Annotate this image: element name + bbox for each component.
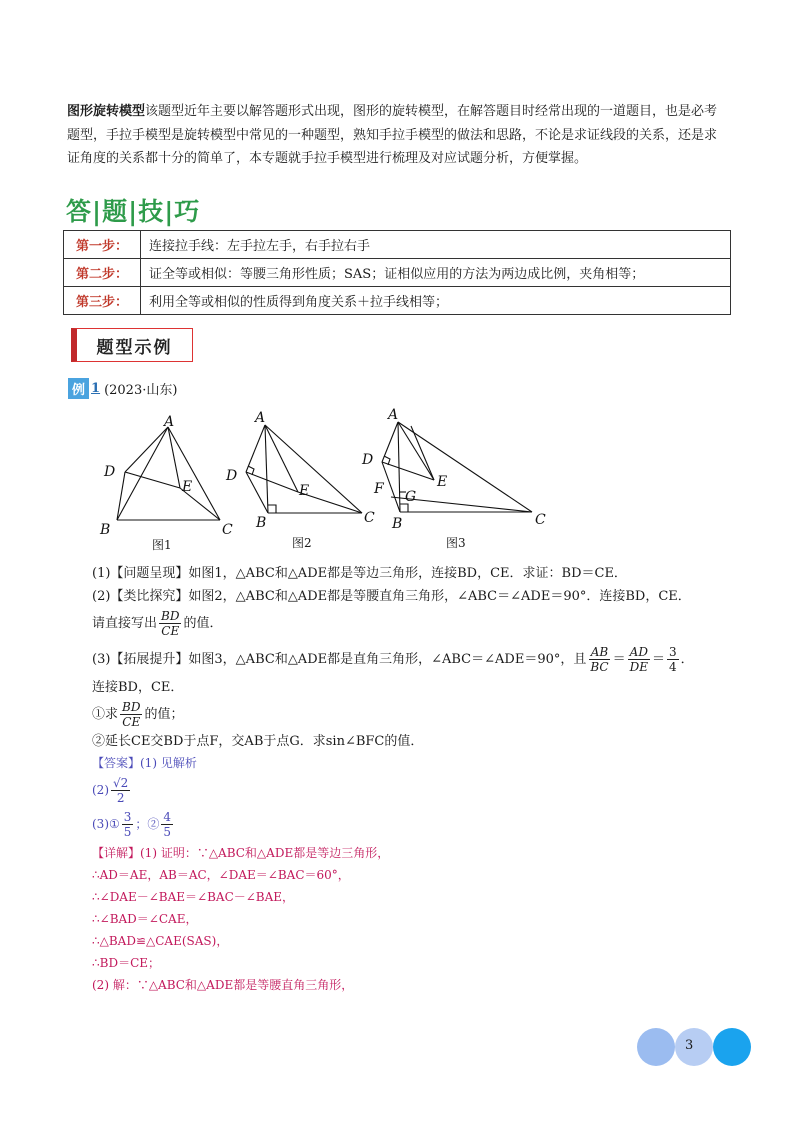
intro-text: 该题型近年主要以解答题形式出现，图形的旋转模型，在解答题目时经常出现的一道题目，也是必考题型，手拉手模型是旋转模型中常见的一种题型，熟知手拉手模型的做法和思路，不论是求证线段的关系，还是求证角度的关系都十分的简单了，本专题就手拉手模型进行梳理及对应试题分析，方便掌握。 [67, 104, 718, 166]
solution-line: ∴BD＝CE； [92, 956, 161, 970]
fraction-four-fifths [161, 810, 173, 839]
svg-text:G: G [405, 489, 417, 505]
fraction-ad-de [628, 645, 650, 674]
question-2: (2)【类比探究】如图2，△ABC和△ADE都是等腰直角三角形，∠ABC＝∠ADE＝90°．连接BD，CE． [92, 589, 691, 604]
table-row [64, 259, 731, 287]
fraction-bd-ce [159, 609, 181, 638]
fraction-denominator: 4 [669, 660, 677, 674]
svg-text:D: D [362, 452, 374, 468]
svg-text:D: D [104, 464, 116, 480]
step-text: 连接拉手线：左手拉左手，右手拉右手 [141, 231, 731, 259]
fraction-numerator: AB [590, 645, 609, 659]
fraction-numerator: √2 [113, 776, 129, 790]
question-1: (1)【问题呈现】如图1，△ABC和△ADE都是等边三角形，连接BD，CE．求证：BD＝CE． [92, 566, 627, 581]
svg-text:F: F [374, 481, 384, 497]
svg-text:D: D [226, 468, 238, 484]
intro-bold-lead: 图形旋转模型 [67, 104, 146, 119]
fraction-ab-bc [588, 645, 610, 674]
answer-1: 【答案】(1) 见解析 [92, 756, 197, 770]
step-text: 利用全等或相似的性质得到角度关系＋拉手线相等； [141, 287, 731, 315]
table-row [64, 287, 731, 315]
svg-text:C: C [222, 522, 233, 538]
svg-text:A: A [164, 414, 175, 430]
svg-text:C: C [535, 512, 546, 528]
fraction-numerator: 4 [163, 810, 172, 824]
question-3c-pre: ①求 [92, 707, 119, 722]
svg-text:C: C [364, 510, 375, 526]
solution-line: 【详解】(1) 证明：∵△ABC和△ADE都是等边三角形， [92, 846, 390, 860]
badge-circle-light [637, 1028, 675, 1066]
figure-2 [246, 425, 362, 513]
solution-line: ∴△BAD≌△CAE(SAS)， [92, 934, 229, 948]
fraction-bd-ce [120, 700, 142, 729]
fraction-numerator: BD [122, 700, 141, 714]
table-row [64, 231, 731, 259]
svg-text:A: A [255, 410, 266, 426]
svg-text:E: E [299, 483, 310, 499]
page-badge [637, 1028, 751, 1066]
fraction-denominator: 5 [163, 825, 172, 839]
question-2b [92, 609, 732, 638]
fraction-three-fifths [122, 810, 134, 839]
solution-line: ∴∠BAD＝∠CAE， [92, 912, 198, 926]
solution-line: ∴∠DAE－∠BAE＝∠BAC－∠BAE， [92, 890, 295, 904]
section-banner: 题型示例 [71, 328, 193, 362]
example-source: (2023·山东) [104, 383, 178, 398]
figures [0, 400, 794, 560]
question-2b-post: 的值． [183, 616, 223, 631]
question-3d: ②延长CE交BD于点F，交AB于点G．求sin∠BFC的值． [92, 734, 424, 749]
solution-line: ∴AD＝AE，AB＝AC，∠DAE＝∠BAC＝60°， [92, 868, 350, 882]
question-2b-pre: 请直接写出 [92, 616, 158, 631]
question-3b: 连接BD，CE． [92, 680, 184, 695]
svg-text:E: E [182, 479, 193, 495]
fraction-numerator: 3 [123, 810, 132, 824]
answer-2 [92, 776, 732, 805]
question-3-post: ． [680, 652, 694, 667]
step-label: 第三步： [64, 287, 141, 315]
fraction-denominator: 2 [116, 791, 125, 805]
solution-line: (2) 解：∵△ABC和△ADE都是等腰直角三角形， [92, 978, 354, 992]
svg-text:B: B [100, 522, 111, 538]
answer-3-pre: (3)① [92, 817, 120, 831]
fraction-numerator: AD [629, 645, 648, 659]
fraction-three-fourths [667, 645, 679, 674]
step-label: 第一步： [64, 231, 141, 259]
answer-3-separator: ；② [135, 817, 160, 831]
fraction-sqrt2-over-2 [111, 776, 130, 805]
fraction-denominator: DE [629, 660, 649, 674]
figure-3-caption: 图3 [446, 536, 466, 550]
badge-circle-mid [675, 1028, 713, 1066]
steps-table [63, 230, 731, 315]
page-number: 3 [685, 1038, 694, 1053]
fraction-denominator: CE [122, 715, 141, 729]
svg-text:A: A [388, 407, 399, 423]
figure-1 [117, 427, 220, 520]
figure-2-caption: 图2 [292, 536, 312, 550]
example-header [68, 378, 177, 399]
example-number: 1 [91, 381, 101, 396]
question-3c [92, 700, 732, 729]
answer-2-pre: (2) [92, 783, 109, 797]
fraction-denominator: 5 [123, 825, 132, 839]
example-box: 例 [68, 378, 89, 399]
fraction-denominator: CE [161, 624, 180, 638]
svg-text:B: B [392, 516, 403, 532]
fraction-denominator: BC [590, 660, 609, 674]
step-text: 证全等或相似：等腰三角形性质；SAS；证相似应用的方法为两边成比例，夹角相等； [141, 259, 731, 287]
badge-circle-dark [713, 1028, 751, 1066]
answer-3 [92, 810, 732, 839]
question-3-pre: (3)【拓展提升】如图3，△ABC和△ADE都是直角三角形，∠ABC＝∠ADE＝90°，且 [92, 652, 587, 667]
tips-title: 答|题|技|巧 [66, 197, 201, 226]
svg-text:E: E [437, 474, 448, 490]
intro-paragraph [67, 100, 727, 171]
figure-1-caption: 图1 [152, 538, 172, 552]
question-3c-post: 的值； [144, 707, 184, 722]
question-3: (3)【拓展提升】如图3，△ABC和△ADE都是直角三角形，∠ABC＝∠ADE＝90°，且 $\frac{AB}{BC}$ ＝ $\frac{AD}{DE}$ ＝ $\frac{3}{4}$ ． [92, 645, 694, 674]
svg-text:B: B [256, 515, 267, 531]
fraction-numerator: BD [161, 609, 180, 623]
step-label: 第二步： [64, 259, 141, 287]
fraction-numerator: 3 [669, 645, 677, 659]
